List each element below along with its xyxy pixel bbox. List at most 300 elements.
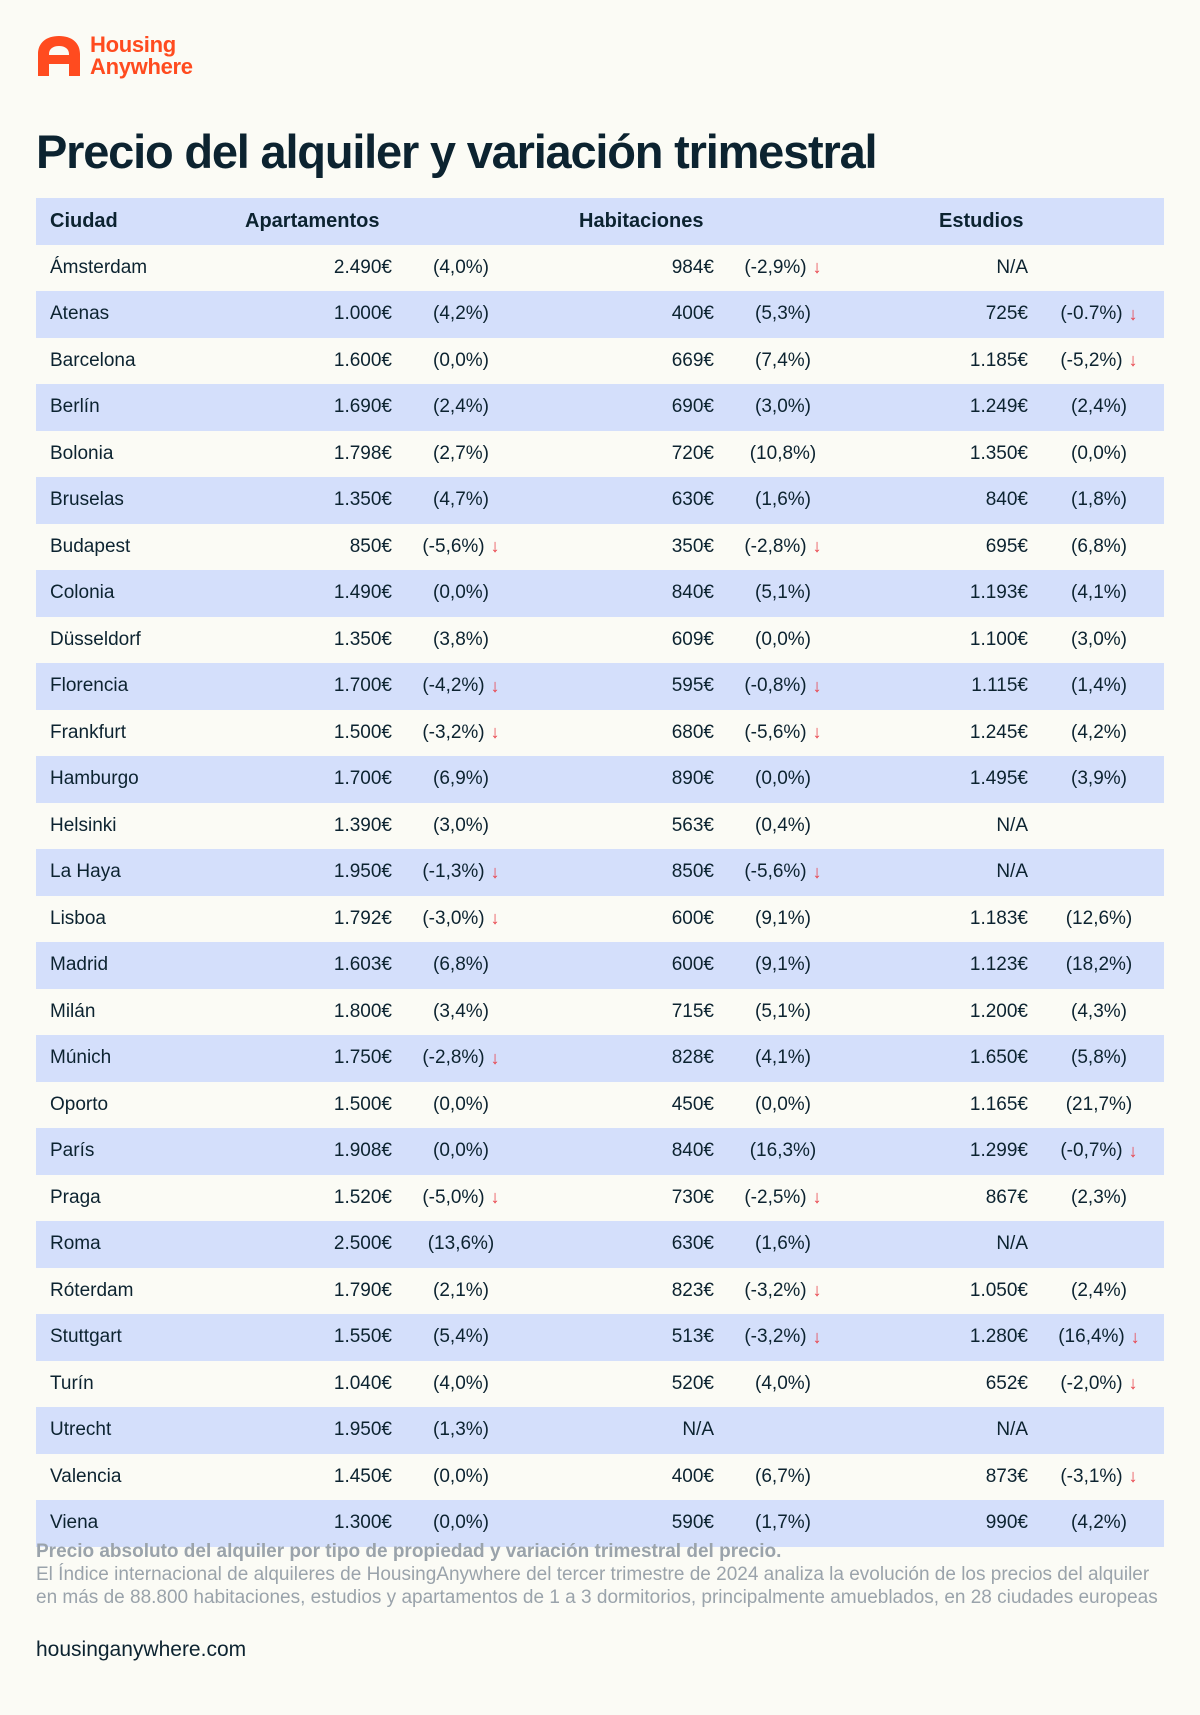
apartment-variation-text: (3,4%) xyxy=(433,1000,489,1022)
apartment-price-text: 2.490€ xyxy=(333,256,392,278)
apartment-price-text: 1.950€ xyxy=(333,1419,392,1441)
down-arrow-icon: ↓ xyxy=(1128,350,1138,371)
studio-variation-text: (3,9%) xyxy=(1071,768,1127,790)
apartment-price-text: 1.603€ xyxy=(333,954,392,976)
studio-variation-text: (1,8%) xyxy=(1071,489,1127,511)
room-price-text: 400€ xyxy=(671,303,714,325)
studio-price xyxy=(970,896,1028,943)
studio-variation xyxy=(1044,570,1154,617)
apartment-variation-text: (13,6%) xyxy=(427,1233,495,1255)
table-row xyxy=(36,1268,1164,1315)
apartment-price xyxy=(334,1128,392,1175)
footnote xyxy=(36,1540,1164,1609)
table-row xyxy=(36,803,1164,850)
room-price-text: 823€ xyxy=(671,1279,714,1301)
room-price-text: 595€ xyxy=(671,675,714,697)
studio-price xyxy=(996,1407,1028,1454)
studio-price xyxy=(970,431,1028,478)
studio-price xyxy=(970,570,1028,617)
apartment-price-text: 1.798€ xyxy=(333,442,392,464)
rent-price-table xyxy=(36,198,1164,1547)
apartment-price-text: 1.450€ xyxy=(333,1465,392,1487)
apartment-price-text: 1.500€ xyxy=(333,1093,392,1115)
apartment-variation-text: (-3,0%) xyxy=(422,907,485,929)
studio-variation-text: (12,6%) xyxy=(1065,907,1133,929)
apartment-variation-text: (3,0%) xyxy=(433,814,489,836)
table-row xyxy=(36,291,1164,338)
city-cell-text: Barcelona xyxy=(50,349,136,371)
city-cell xyxy=(50,617,141,664)
room-variation-text: (5,1%) xyxy=(755,1000,811,1022)
studio-variation xyxy=(1044,477,1154,524)
apartment-price-text: 1.690€ xyxy=(333,396,392,418)
apartment-variation-text: (-3,2%) xyxy=(422,721,485,743)
studio-price-text: N/A xyxy=(996,1233,1028,1255)
room-price-text: 630€ xyxy=(671,1233,714,1255)
website-link[interactable]: housinganywhere.com xyxy=(36,1638,247,1661)
room-variation xyxy=(728,1268,838,1315)
room-variation xyxy=(728,756,838,803)
studio-price xyxy=(970,1082,1028,1129)
city-cell xyxy=(50,896,106,943)
room-variation-text: (-3,2%) xyxy=(744,1279,807,1301)
room-variation xyxy=(728,1221,838,1268)
room-variation-text: (5,1%) xyxy=(755,582,811,604)
studio-price-text: 725€ xyxy=(985,303,1028,325)
down-arrow-icon: ↓ xyxy=(490,1047,500,1068)
city-cell xyxy=(50,1268,133,1315)
down-arrow-icon: ↓ xyxy=(812,1280,822,1301)
down-arrow-icon: ↓ xyxy=(490,861,500,882)
studio-variation xyxy=(1044,617,1154,664)
studio-variation xyxy=(1044,803,1154,850)
footnote-body: El Índice internacional de alquileres de HousingAnywhere del tercer trimestre de 2024 analiza la evolución de los precios del alquiler en más de 88.800 habitaciones, estudios y apartamentos de 1 a 3 dormitorios, principalmente amueblados, en 28 ciudades europeas xyxy=(36,1564,1158,1608)
room-variation xyxy=(728,617,838,664)
city-cell-text: París xyxy=(50,1140,95,1162)
city-cell xyxy=(50,1221,101,1268)
room-price xyxy=(672,942,714,989)
table-row xyxy=(36,1314,1164,1361)
city-cell xyxy=(50,849,121,896)
apartment-price-text: 1.520€ xyxy=(333,1186,392,1208)
city-cell-text: Düsseldorf xyxy=(50,628,141,650)
apartment-variation xyxy=(406,1454,516,1501)
studio-variation xyxy=(1044,1407,1154,1454)
apartment-price-text: 1.350€ xyxy=(333,628,392,650)
studio-variation-text: (-0,7%) xyxy=(1060,1140,1123,1162)
apartment-variation xyxy=(406,245,516,292)
studio-variation xyxy=(1044,942,1154,989)
city-cell-text: Atenas xyxy=(50,303,110,325)
apartment-variation-text: (0,0%) xyxy=(433,1140,489,1162)
table-row xyxy=(36,942,1164,989)
studio-price xyxy=(970,617,1028,664)
studio-variation-text: (-2,0%) xyxy=(1060,1372,1123,1394)
page-title: Precio del alquiler y variación trimestral xyxy=(36,125,877,178)
city-cell xyxy=(50,1454,121,1501)
down-arrow-icon: ↓ xyxy=(1128,1140,1138,1161)
room-price-text: 520€ xyxy=(671,1372,714,1394)
table-row xyxy=(36,1361,1164,1408)
apartment-price xyxy=(334,803,392,850)
room-variation-text: (10,8%) xyxy=(749,442,817,464)
apartment-price-text: 1.600€ xyxy=(333,349,392,371)
city-cell xyxy=(50,1128,94,1175)
studio-price xyxy=(986,1175,1028,1222)
studio-variation xyxy=(1044,710,1154,757)
table-row xyxy=(36,663,1164,710)
room-price xyxy=(672,1175,714,1222)
studio-variation xyxy=(1044,1268,1154,1315)
down-arrow-icon: ↓ xyxy=(490,1187,500,1208)
studio-price-text: 1.100€ xyxy=(969,628,1028,650)
studio-variation xyxy=(1044,989,1154,1036)
apartment-price-text: 1.350€ xyxy=(333,489,392,511)
table-row xyxy=(36,849,1164,896)
table-row xyxy=(36,570,1164,617)
room-variation xyxy=(728,570,838,617)
apartment-price-text: 2.500€ xyxy=(333,1233,392,1255)
down-arrow-icon: ↓ xyxy=(812,1326,822,1347)
city-cell xyxy=(50,570,114,617)
room-variation xyxy=(728,1314,838,1361)
studio-price xyxy=(970,756,1028,803)
room-variation xyxy=(728,989,838,1036)
apartment-price-text: 1.040€ xyxy=(333,1372,392,1394)
studio-variation-text: (4,1%) xyxy=(1071,582,1127,604)
room-price-text: 715€ xyxy=(671,1000,714,1022)
apartment-price-text: 1.950€ xyxy=(333,861,392,883)
apartment-price xyxy=(334,431,392,478)
studio-price xyxy=(970,384,1028,431)
apartment-variation xyxy=(406,849,516,896)
apartment-variation xyxy=(406,291,516,338)
room-price xyxy=(672,524,714,571)
apartment-price-text: 1.750€ xyxy=(333,1047,392,1069)
room-price xyxy=(672,989,714,1036)
city-cell xyxy=(50,1035,111,1082)
table-row xyxy=(36,1035,1164,1082)
city-cell-text: Praga xyxy=(50,1186,101,1208)
apartment-variation-text: (0,0%) xyxy=(433,1093,489,1115)
apartment-price xyxy=(334,570,392,617)
apartment-price xyxy=(350,524,392,571)
down-arrow-icon: ↓ xyxy=(490,722,500,743)
table-row xyxy=(36,524,1164,571)
studio-variation-text: (16,4%) xyxy=(1058,1326,1125,1348)
studio-variation xyxy=(1044,1175,1154,1222)
apartment-price-text: 1.390€ xyxy=(333,814,392,836)
studio-variation xyxy=(1044,524,1154,571)
table-row xyxy=(36,477,1164,524)
table-row xyxy=(36,1082,1164,1129)
room-price xyxy=(672,803,714,850)
apartment-price xyxy=(334,849,392,896)
down-arrow-icon: ↓ xyxy=(1128,303,1138,324)
room-price-text: 690€ xyxy=(671,396,714,418)
city-cell-text: Bolonia xyxy=(50,442,114,464)
apartment-variation xyxy=(406,989,516,1036)
studio-variation xyxy=(1044,849,1154,896)
room-price-text: 669€ xyxy=(671,349,714,371)
city-cell xyxy=(50,338,136,385)
apartment-price-text: 1.800€ xyxy=(333,1000,392,1022)
studio-variation xyxy=(1044,1221,1154,1268)
city-cell xyxy=(50,245,147,292)
table-row xyxy=(36,896,1164,943)
room-price xyxy=(672,756,714,803)
housinganywhere-logo-icon xyxy=(36,34,82,78)
room-variation xyxy=(728,710,838,757)
room-price-text: 609€ xyxy=(671,628,714,650)
apartment-price xyxy=(334,896,392,943)
apartment-variation-text: (5,4%) xyxy=(433,1326,489,1348)
studio-price xyxy=(996,1221,1028,1268)
table-row xyxy=(36,1221,1164,1268)
studio-price-text: 867€ xyxy=(985,1186,1028,1208)
studio-price-text: 1.299€ xyxy=(969,1140,1028,1162)
header-apartments: Apartamentos xyxy=(245,209,380,232)
studio-price xyxy=(996,803,1028,850)
studio-variation xyxy=(1044,663,1154,710)
down-arrow-icon: ↓ xyxy=(490,536,500,557)
room-price xyxy=(672,1221,714,1268)
studio-price xyxy=(986,1361,1028,1408)
table-row xyxy=(36,431,1164,478)
studio-variation xyxy=(1044,1454,1154,1501)
city-cell-text: Ámsterdam xyxy=(50,256,148,278)
room-variation xyxy=(728,384,838,431)
studio-price-text: N/A xyxy=(996,814,1028,836)
city-cell xyxy=(50,1082,108,1129)
apartment-variation xyxy=(406,1035,516,1082)
room-variation xyxy=(728,1082,838,1129)
apartment-variation xyxy=(406,1314,516,1361)
down-arrow-icon: ↓ xyxy=(490,675,500,696)
city-cell xyxy=(50,1407,111,1454)
room-price xyxy=(672,896,714,943)
room-price-text: 680€ xyxy=(671,721,714,743)
table-row xyxy=(36,710,1164,757)
room-variation-text: (1,6%) xyxy=(755,1233,811,1255)
room-variation-text: (0,0%) xyxy=(755,628,811,650)
table-row xyxy=(36,245,1164,292)
studio-price xyxy=(970,1128,1028,1175)
room-price xyxy=(672,617,714,664)
room-variation xyxy=(728,942,838,989)
table-row xyxy=(36,384,1164,431)
studio-price xyxy=(970,1035,1028,1082)
apartment-price xyxy=(334,338,392,385)
studio-price-text: 1.183€ xyxy=(969,907,1028,929)
apartment-variation-text: (6,8%) xyxy=(433,954,489,976)
city-cell-text: Viena xyxy=(50,1512,99,1534)
room-variation-text: (7,4%) xyxy=(755,349,811,371)
table-row xyxy=(36,756,1164,803)
city-cell-text: Valencia xyxy=(50,1465,122,1487)
apartment-price xyxy=(334,617,392,664)
studio-variation xyxy=(1044,1082,1154,1129)
room-variation xyxy=(728,477,838,524)
studio-price xyxy=(996,849,1028,896)
room-price xyxy=(672,384,714,431)
city-cell xyxy=(50,291,109,338)
room-variation-text: (-0,8%) xyxy=(744,675,807,697)
studio-variation xyxy=(1044,245,1154,292)
apartment-price-text: 1.700€ xyxy=(333,768,392,790)
studio-price-text: 695€ xyxy=(985,535,1028,557)
room-price xyxy=(672,1268,714,1315)
apartment-price xyxy=(334,1268,392,1315)
city-cell-text: Hamburgo xyxy=(50,768,139,790)
studio-price xyxy=(986,291,1028,338)
studio-variation-text: (6,8%) xyxy=(1071,535,1127,557)
studio-price-text: 652€ xyxy=(985,1372,1028,1394)
apartment-price xyxy=(334,291,392,338)
studio-price xyxy=(986,477,1028,524)
apartment-variation-text: (4,0%) xyxy=(433,1372,489,1394)
studio-price-text: 1.249€ xyxy=(969,396,1028,418)
apartment-price-text: 1.700€ xyxy=(333,675,392,697)
city-cell xyxy=(50,803,117,850)
header-city: Ciudad xyxy=(50,209,118,232)
down-arrow-icon: ↓ xyxy=(490,908,500,929)
studio-variation xyxy=(1044,1128,1154,1175)
room-variation xyxy=(728,1454,838,1501)
city-cell xyxy=(50,710,126,757)
apartment-variation xyxy=(406,896,516,943)
studio-price xyxy=(986,1454,1028,1501)
studio-price-text: N/A xyxy=(996,861,1028,883)
room-price-text: 850€ xyxy=(671,861,714,883)
city-cell-text: Róterdam xyxy=(50,1279,134,1301)
room-variation xyxy=(728,291,838,338)
apartment-variation xyxy=(406,1082,516,1129)
apartment-variation-text: (0,0%) xyxy=(433,1465,489,1487)
city-cell-text: Milán xyxy=(50,1000,96,1022)
brand-logo[interactable] xyxy=(36,34,193,78)
studio-price-text: 1.185€ xyxy=(969,349,1028,371)
apartment-price xyxy=(334,384,392,431)
brand-name xyxy=(90,34,193,78)
studio-variation-text: (0,0%) xyxy=(1071,442,1127,464)
studio-price-text: 1.200€ xyxy=(969,1000,1028,1022)
city-cell xyxy=(50,477,124,524)
room-variation xyxy=(728,1128,838,1175)
apartment-variation xyxy=(406,710,516,757)
room-variation xyxy=(728,849,838,896)
studio-price-text: 1.050€ xyxy=(969,1279,1028,1301)
room-variation-text: (0,0%) xyxy=(755,1093,811,1115)
down-arrow-icon: ↓ xyxy=(812,257,822,278)
city-cell-text: Múnich xyxy=(50,1047,112,1069)
down-arrow-icon: ↓ xyxy=(812,536,822,557)
apartment-variation xyxy=(406,524,516,571)
room-price xyxy=(672,477,714,524)
room-variation xyxy=(728,803,838,850)
room-variation-text: (5,3%) xyxy=(755,303,811,325)
down-arrow-icon: ↓ xyxy=(812,1187,822,1208)
header-rooms: Habitaciones xyxy=(579,209,704,232)
apartment-price xyxy=(334,1314,392,1361)
apartment-price-text: 1.550€ xyxy=(333,1326,392,1348)
brand-name-line2: Anywhere xyxy=(90,54,193,79)
studio-price xyxy=(970,1268,1028,1315)
city-cell xyxy=(50,663,128,710)
apartment-price-text: 1.000€ xyxy=(333,303,392,325)
apartment-variation xyxy=(406,570,516,617)
studio-variation-text: (18,2%) xyxy=(1065,954,1133,976)
apartment-price xyxy=(334,942,392,989)
studio-variation-text: (-5,2%) xyxy=(1060,349,1123,371)
studio-variation xyxy=(1044,1035,1154,1082)
city-cell-text: Utrecht xyxy=(50,1419,112,1441)
down-arrow-icon: ↓ xyxy=(1128,1373,1138,1394)
down-arrow-icon: ↓ xyxy=(812,675,822,696)
room-variation-text: (-3,2%) xyxy=(744,1326,807,1348)
table-row xyxy=(36,1454,1164,1501)
room-variation xyxy=(728,524,838,571)
studio-price-text: 990€ xyxy=(985,1512,1028,1534)
city-cell-text: Oporto xyxy=(50,1093,109,1115)
apartment-price xyxy=(334,989,392,1036)
room-variation xyxy=(728,1175,838,1222)
apartment-price xyxy=(334,1361,392,1408)
studio-variation xyxy=(1044,756,1154,803)
apartment-variation xyxy=(406,477,516,524)
studio-variation-text: (2,3%) xyxy=(1071,1186,1127,1208)
city-cell xyxy=(50,384,100,431)
room-price xyxy=(672,291,714,338)
studio-price xyxy=(970,1314,1028,1361)
room-price-text: 600€ xyxy=(671,954,714,976)
room-price xyxy=(672,245,714,292)
apartment-price-text: 1.490€ xyxy=(333,582,392,604)
studio-price xyxy=(970,338,1028,385)
room-variation xyxy=(728,1407,838,1454)
room-price-text: 890€ xyxy=(671,768,714,790)
apartment-variation-text: (4,7%) xyxy=(433,489,489,511)
apartment-variation xyxy=(406,942,516,989)
apartment-price-text: 1.908€ xyxy=(333,1140,392,1162)
room-price xyxy=(672,1454,714,1501)
apartment-price-text: 1.792€ xyxy=(333,907,392,929)
room-price xyxy=(672,1082,714,1129)
apartment-price xyxy=(334,710,392,757)
down-arrow-icon: ↓ xyxy=(1128,1466,1138,1487)
apartment-variation-text: (6,9%) xyxy=(433,768,489,790)
studio-variation-text: (4,2%) xyxy=(1071,1512,1127,1534)
apartment-price xyxy=(334,245,392,292)
apartment-price xyxy=(334,1082,392,1129)
room-variation-text: (3,0%) xyxy=(755,396,811,418)
studio-variation-text: (5,8%) xyxy=(1071,1047,1127,1069)
room-price xyxy=(672,1035,714,1082)
studio-variation-text: (21,7%) xyxy=(1065,1093,1133,1115)
room-price-text: 563€ xyxy=(671,814,714,836)
city-cell-text: Florencia xyxy=(50,675,129,697)
room-variation-text: (9,1%) xyxy=(755,907,811,929)
city-cell-text: Frankfurt xyxy=(50,721,127,743)
room-price-text: 590€ xyxy=(671,1512,714,1534)
room-variation-text: (9,1%) xyxy=(755,954,811,976)
studio-price-text: 1.350€ xyxy=(969,442,1028,464)
room-variation-text: (6,7%) xyxy=(755,1465,811,1487)
room-price-text: 400€ xyxy=(671,1465,714,1487)
apartment-price-text: 1.790€ xyxy=(333,1279,392,1301)
apartment-price xyxy=(334,663,392,710)
apartment-variation-text: (0,0%) xyxy=(433,582,489,604)
